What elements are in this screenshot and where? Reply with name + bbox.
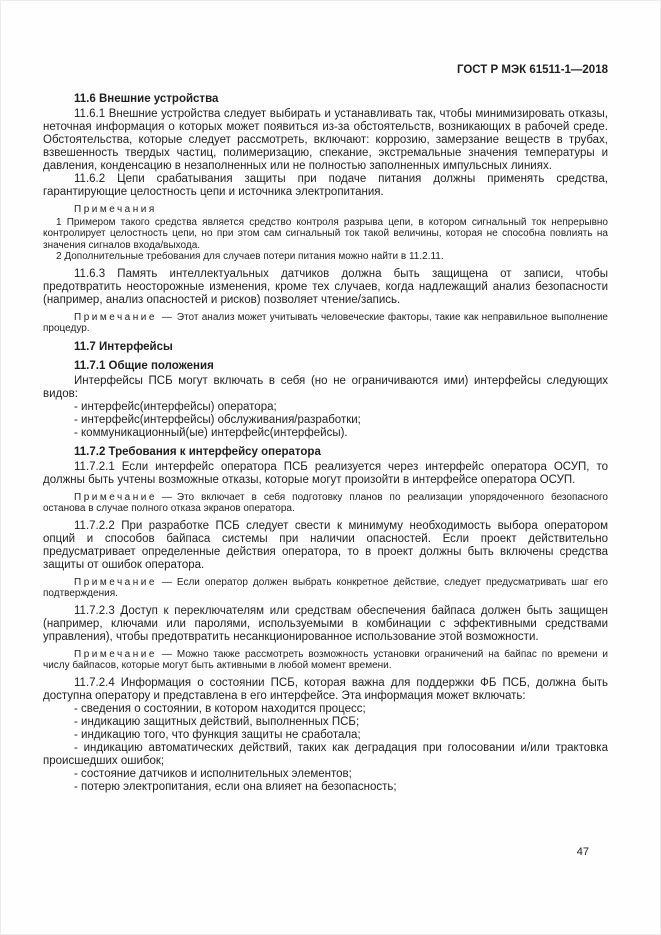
list-item: - состояние датчиков и исполнительных элементов; xyxy=(74,767,352,780)
paragraph-11-7-2-3: 11.7.2.3 Доступ к переключателям или средствам обеспечения байпаса должен быть защищен (например, ключами или паролями, используемыми в комбинации с эффективными средствами управления), чтобы предотвратить несанкционированное использование этой возможности. xyxy=(43,604,608,643)
text-block xyxy=(43,64,608,794)
note-label: Примечание xyxy=(74,648,157,660)
list-item: - индикацию автоматических действий, таких как деградация при голосовании и/или трактовка происшедших ошибок; xyxy=(43,741,608,767)
list-item: - интерфейс(интерфейсы) обслуживания/разработки; xyxy=(74,413,361,426)
note-text: Можно также рассмотреть возможность установки ограничений на байпас по времени и числу байпасов, которые могут быть активными в любой момент времени. xyxy=(43,648,608,671)
note-item-2: 2 Дополнительные требования для случаев потери питания можно найти в 11.2.11. xyxy=(56,251,444,262)
list-11-7-2-4 xyxy=(43,703,608,794)
note-11-6-3 xyxy=(43,312,608,335)
list-item: - сведения о состоянии, в котором находится процесс; xyxy=(74,702,366,715)
note-11-7-2-3 xyxy=(43,649,608,672)
heading-11-7-2: 11.7.2 Требования к интерфейсу оператора xyxy=(74,445,321,458)
note-dash: — xyxy=(161,491,172,503)
heading-11-7: 11.7 Интерфейсы xyxy=(74,340,173,353)
list-item: - индикацию того, что функция защиты не сработала; xyxy=(74,728,361,741)
note-item-1: 1 Примером такого средства является средство контроля разрыва цепи, в котором сигнальный ток непрерывно контролирует целостность цепи, но при этом сам сигнальный ток такой величины, которая не способна повлиять на значения сигналов входа/выхода. xyxy=(43,216,608,251)
note-dash: — xyxy=(161,648,172,660)
list-item: - потерю электропитания, если она влияет на безопасность; xyxy=(74,780,397,793)
document-code-header: ГОСТ Р МЭК 61511-1—2018 xyxy=(456,64,608,76)
notes-block-11-6-2 xyxy=(43,204,608,263)
list-item: - индикацию защитных действий, выполненных ПСБ; xyxy=(74,715,360,728)
note-11-7-2-2 xyxy=(43,577,608,600)
note-label: Примечание xyxy=(74,311,157,323)
note-label: Примечание xyxy=(74,491,157,503)
paragraph-11-7-2-4: 11.7.2.4 Информация о состоянии ПСБ, которая важна для поддержки ФБ ПСБ, должна быть доступна оператору и представлена в его интерфейсе. Эта информация может включать: xyxy=(43,676,608,702)
paragraph-11-7-1: Интерфейсы ПСБ могут включать в себя (но не ограничиваются ими) интерфейсы следующих видов: xyxy=(43,374,608,400)
paragraph-11-7-2-2: 11.7.2.2 При разработке ПСБ следует свести к минимуму необходимость выбора оператором опций и способов байпаса системы при наличии опасностей. Если проект действительно предусматривает определенные действия оператора, то в проект должны быть включены средства защиты от ошибок оператора. xyxy=(43,519,608,571)
list-item: - интерфейс(интерфейсы) оператора; xyxy=(74,400,277,413)
paragraph-11-6-2: 11.6.2 Цепи срабатывания защиты при подаче питания должны применять средства, гарантирующие целостность цепи и источника электропитания. xyxy=(43,173,608,198)
paragraph-11-7-2-1: 11.7.2.1 Если интерфейс оператора ПСБ реализуется через интерфейс оператора ОСУП, то должны быть учтены возможные отказы, которые могут произойти в интерфейсе оператора ОСУП. xyxy=(43,460,608,486)
heading-11-7-1: 11.7.1 Общие положения xyxy=(74,359,214,372)
paragraph-11-6-1: 11.6.1 Внешние устройства следует выбирать и устанавливать так, чтобы минимизировать отказы, неточная информация о которых может появиться из-за обстоятельств, возникающих в рабочей среде. Обстоятельства, которые следует рассмотреть, включают: коррозию, замерзание веществ в трубах, взвешенность твердых частиц, полимеризацию, спекание, экстремальные значения температуры и давления, конденсацию в незаполненных или не полностью заполненных импульсных линиях. xyxy=(43,108,608,172)
note-text: Этот анализ может учитывать человеческие факторы, такие как неправильное выполнение процедур. xyxy=(43,311,608,334)
heading-11-6: 11.6 Внешние устройства xyxy=(74,93,219,105)
paragraph-11-6-3: 11.6.3 Память интеллектуальных датчиков должна быть защищена от записи, чтобы предотвратить неосторожные изменения, кроме тех случаев, когда надлежащий анализ безопасности (например, анализ опасностей и рисков) позволяет чтение/запись. xyxy=(43,267,608,306)
note-text: Если оператор должен выбрать конкретное действие, следует предусматривать шаг его подтверждения. xyxy=(43,576,608,599)
list-11-7-1 xyxy=(43,401,608,440)
list-item: - коммуникационный(ые) интерфейс(интерфейсы). xyxy=(74,426,348,439)
page-number: 47 xyxy=(576,846,589,858)
note-text: Это включает в себя подготовку планов по реализации упорядоченного безопасного останова в случае полного отказа экранов оператора. xyxy=(43,491,608,514)
notes-title: Примечания xyxy=(74,204,157,215)
note-dash: — xyxy=(161,311,172,323)
note-11-7-2-1 xyxy=(43,492,608,515)
note-dash: — xyxy=(161,576,172,588)
note-label: Примечание xyxy=(74,576,157,588)
